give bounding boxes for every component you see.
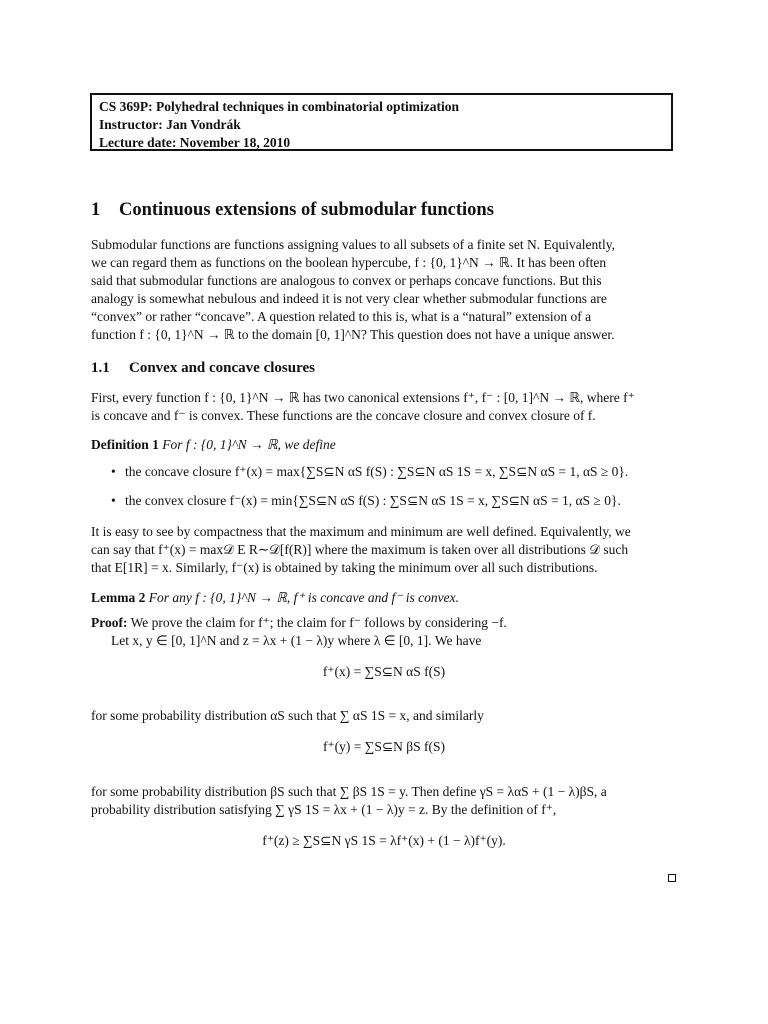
bullet-icon: • (111, 464, 116, 479)
paragraph-line: we can regard them as functions on the boolean hypercube, f : {0, 1}^N → ℝ. It has been often (91, 255, 607, 270)
paragraph-line: for some probability distribution αS such that ∑ αS 1S = x, and similarly (91, 708, 484, 723)
paragraph-line: First, every function f : {0, 1}^N → ℝ has two canonical extensions f⁺, f⁻ : [0, 1]^N → ℝ, where f⁺ (91, 390, 635, 405)
instructor-line: Instructor: Jan Vondrák (99, 117, 241, 132)
paragraph-line: It is easy to see by compactness that the maximum and minimum are well defined. Equivalently, we (91, 524, 631, 539)
paragraph-line: can say that f⁺(x) = max𝒟 E R∼𝒟[f(R)] where the maximum is taken over all distributions 𝒟 such (91, 542, 629, 557)
proof-block (91, 614, 681, 650)
lemma-label: Lemma 2 (91, 590, 146, 605)
paragraph-line: function f : {0, 1}^N → ℝ to the domain [0, 1]^N? This question does not have a unique answer. (91, 327, 615, 342)
equation-fx: f⁺(x) = ∑S⊆N αS f(S) (322, 664, 446, 679)
section-heading (91, 200, 494, 221)
bullet-text: the concave closure f⁺(x) = max{∑S⊆N αS f(S) : ∑S⊆N αS 1S = x, ∑S⊆N αS = 1, αS ≥ 0}. (125, 464, 629, 479)
subsection-number: 1.1 (91, 360, 110, 376)
after-equation-text (91, 707, 681, 725)
paragraph-line: “convex” or rather “concave”. A question related to this is, what is a “natural” extension of a (91, 309, 592, 324)
paragraph-line: probability distribution satisfying ∑ γS 1S = λx + (1 − λ)y = z. By the definition of f⁺, (91, 802, 557, 817)
closures-paragraph (91, 389, 681, 425)
intro-paragraph (91, 236, 681, 344)
lecture-date-line: Lecture date: November 18, 2010 (99, 135, 291, 150)
paragraph-line: is concave and f⁻ is convex. These functions are the concave closure and convex closure of f. (91, 408, 596, 423)
paragraph-line: Submodular functions are functions assigning values to all subsets of a finite set N. Equivalently, (91, 237, 616, 252)
paragraph-line: for some probability distribution βS such that ∑ βS 1S = y. Then define γS = λαS + (1 − λ)βS, a (91, 784, 607, 799)
bullet-text: the convex closure f⁻(x) = min{∑S⊆N αS f(S) : ∑S⊆N αS 1S = x, ∑S⊆N αS = 1, αS ≥ 0}. (125, 493, 621, 508)
paragraph-line: analogy is somewhat nebulous and indeed it is not very clear whether submodular functions are (91, 291, 607, 306)
proof-line: Let x, y ∈ [0, 1]^N and z = λx + (1 − λ)y where λ ∈ [0, 1]. We have (111, 633, 482, 648)
after-equation-paragraph (91, 783, 681, 819)
equation-fz: f⁺(z) ≥ ∑S⊆N γS 1S = λf⁺(x) + (1 − λ)f⁺(y). (262, 833, 506, 848)
paragraph-line: that E[1R] = x. Similarly, f⁻(x) is obtained by taking the minimum over all such distributions. (91, 560, 598, 575)
definition-label: Definition 1 (91, 437, 159, 452)
subsection-heading (91, 360, 315, 377)
lecture-header-box (90, 93, 673, 151)
proof-label: Proof: (91, 615, 128, 630)
definition-bullet (111, 492, 621, 510)
lemma-text: For any f : {0, 1}^N → ℝ, f⁺ is concave and f⁻ is convex. (148, 590, 459, 605)
qed-box-icon (668, 874, 676, 882)
section-number: 1 (91, 200, 101, 220)
subsection-title: Convex and concave closures (129, 360, 315, 376)
bullet-icon: • (111, 493, 116, 508)
compactness-paragraph (91, 523, 681, 577)
proof-line: We prove the claim for f⁺; the claim for f⁻ follows by considering −f. (130, 615, 507, 630)
section-title: Continuous extensions of submodular functions (119, 200, 494, 220)
equation-fy: f⁺(y) = ∑S⊆N βS f(S) (322, 739, 446, 754)
definition-heading (91, 436, 681, 454)
lemma (91, 589, 681, 607)
course-title: CS 369P: Polyhedral techniques in combinatorial optimization (99, 99, 460, 114)
definition-bullet (111, 463, 628, 481)
paragraph-line: said that submodular functions are analogous to convex or perhaps concave functions. But this (91, 273, 602, 288)
definition-text: For f : {0, 1}^N → ℝ, we define (162, 437, 336, 452)
